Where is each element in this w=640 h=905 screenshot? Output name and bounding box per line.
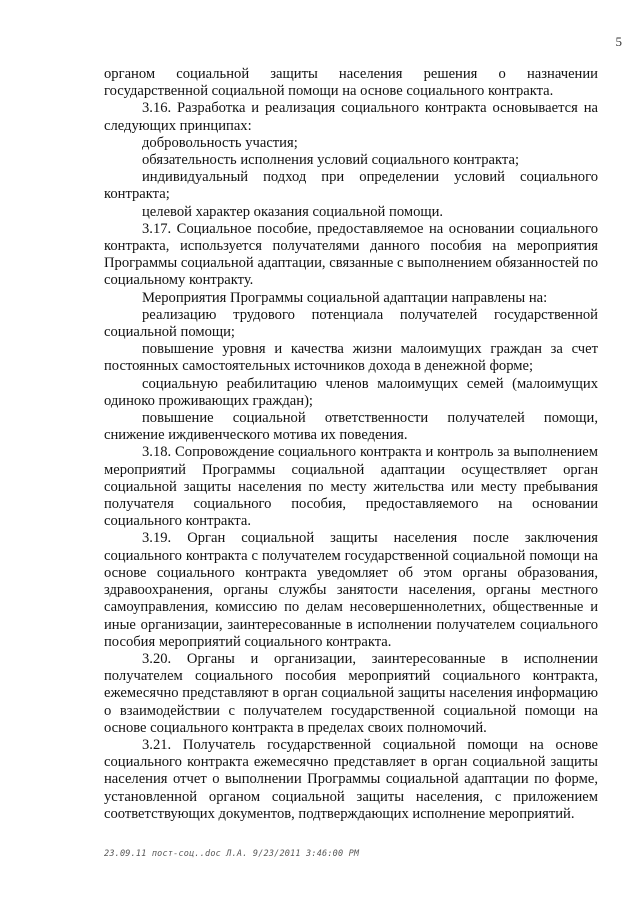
program-measure-item: повышение уровня и качества жизни малоимущих граждан за счет постоянных самостоятельных источников дохода в денежной форме; [104, 341, 598, 375]
paragraph-3-18: 3.18. Сопровождение социального контракта и контроль за выполнением мероприятий Программы социальной адаптации осуществляет орган социальной защиты населения по месту жительства или месту пребывания получателя социального пособия, предоставляемого на основании социального контракта. [104, 444, 598, 530]
document-footer: 23.09.11 пост-соц..doc Л.А. 9/23/2011 3:46:00 PM [104, 849, 360, 859]
program-measure-item: повышение социальной ответственности получателей помощи, снижение иждивенческого мотива их поведения. [104, 410, 598, 444]
paragraph-3-16: 3.16. Разработка и реализация социального контракта основывается на следующих принципах: [104, 100, 598, 134]
paragraph-continuation: органом социальной защиты населения решения о назначении государственной социальной помощи на основе социального контракта. [104, 66, 598, 100]
paragraph-3-17: 3.17. Социальное пособие, предоставляемое на основании социального контракта, используется получателями данного пособия на мероприятия Программы социальной адаптации, связанные с выполнением обязанностей по социальному контракту. [104, 220, 598, 289]
paragraph-3-21: 3.21. Получатель государственной социальной помощи на основе социального контракта ежемесячно представляет в орган социальной защиты населения отчет о выполнении Программы социальной адаптации по форме, установленной органом социальной защиты населения, с приложением соответствующих документов, подтверждающих исполнение мероприятий. [104, 736, 598, 822]
page-number: 5 [615, 34, 622, 49]
principle-item: обязательность исполнения условий социального контракта; [142, 152, 520, 169]
paragraph-3-20: 3.20. Органы и организации, заинтересованные в исполнении получателем социального пособия мероприятий социального контракта, ежемесячно представляют в орган социальной защиты населения информацию о взаимодействии с получателем государственной социальной помощи на основе социального контракта в пределах своих полномочий. [104, 650, 598, 736]
principle-item: целевой характер оказания социальной помощи. [142, 203, 444, 220]
paragraph-3-19: 3.19. Орган социальной защиты населения после заключения социального контракта с получателем государственной социальной помощи на основе социального контракта уведомляет об этом органы образования, здравоохранения, органы службы занятости населения, органы местного самоуправления, комиссию по делам несовершеннолетних, общественные и иные организации, заинтересованные в исполнении получателем социального пособия мероприятий социального контракта. [104, 530, 598, 650]
program-measure-item: социальную реабилитацию членов малоимущих семей (малоимущих одиноко проживающих граждан); [104, 375, 598, 409]
program-measure-item: реализацию трудового потенциала получателей государственной социальной помощи; [104, 306, 598, 341]
principle-item: добровольность участия; [142, 134, 298, 151]
principle-item: индивидуальный подход при определении условий социального контракта; [104, 169, 598, 203]
document-body [104, 66, 598, 823]
program-measures-intro: Мероприятия Программы социальной адаптации направлены на: [142, 289, 548, 306]
